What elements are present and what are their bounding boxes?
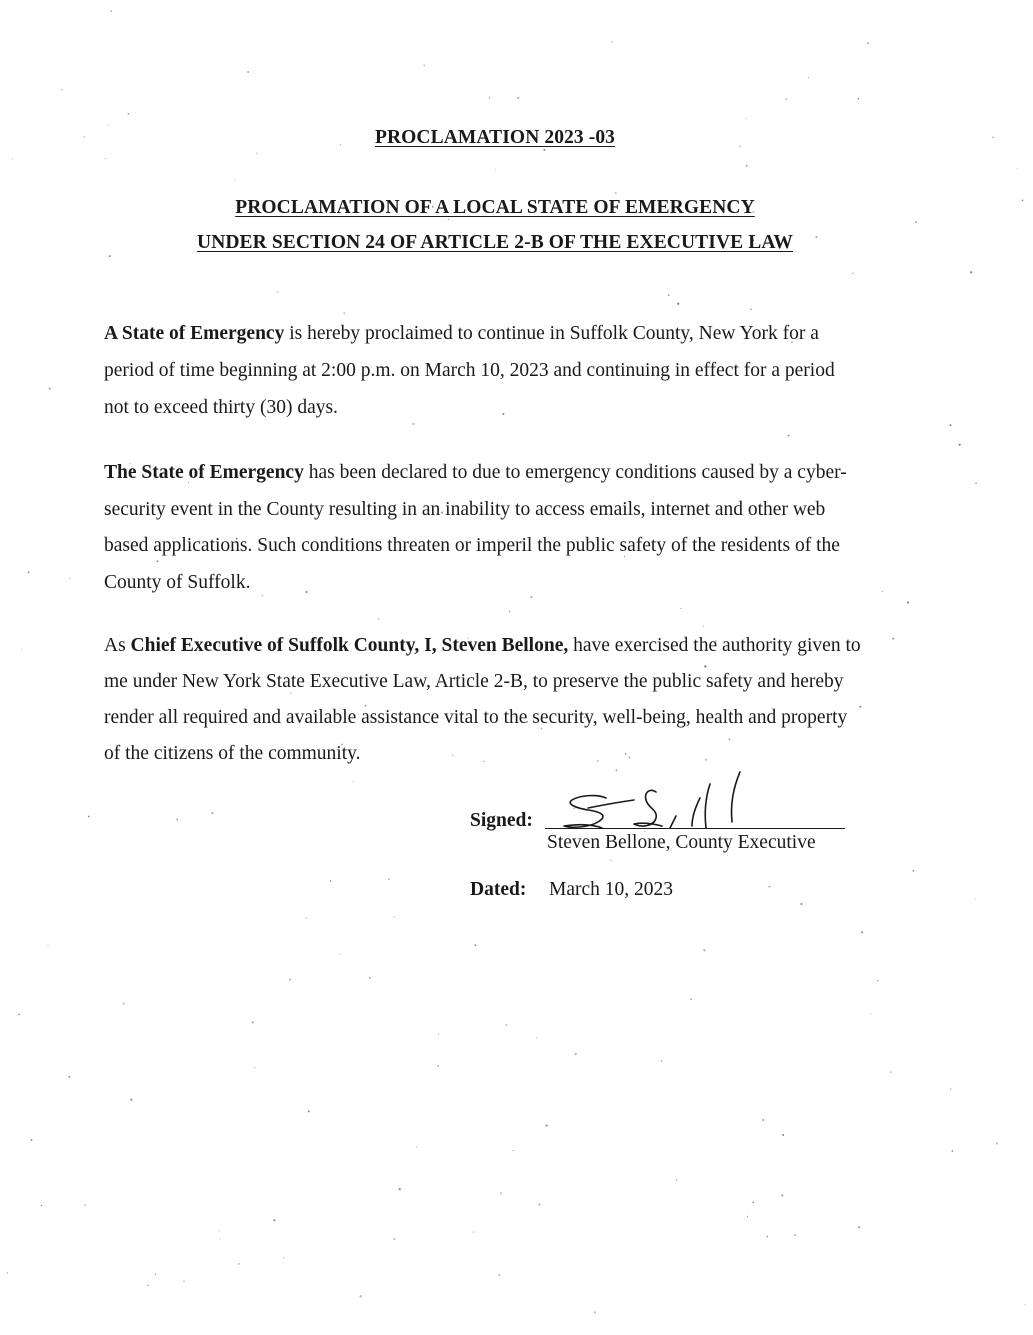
dated-label: Dated:	[470, 879, 527, 900]
speckle-dot	[108, 124, 109, 125]
speckle-dot	[438, 1033, 439, 1034]
speckle-dot	[273, 1219, 275, 1221]
speckle-dot	[49, 387, 51, 389]
speckle-dot	[393, 1238, 395, 1240]
speckle-dot	[858, 98, 860, 100]
signature-block	[470, 770, 870, 920]
speckle-dot	[677, 303, 679, 305]
speckle-dot	[1022, 200, 1024, 202]
speckle-dot	[517, 97, 519, 99]
speckle-dot	[867, 42, 869, 44]
speckle-dot	[575, 1053, 577, 1055]
paragraph-line	[104, 455, 894, 492]
speckle-dot	[950, 1088, 952, 1090]
speckle-dot	[538, 1203, 540, 1205]
speckle-dot	[388, 878, 390, 880]
paragraph-line: County of Suffolk.	[104, 571, 251, 593]
speckle-dot	[252, 1021, 254, 1023]
speckle-dot	[18, 1013, 20, 1015]
speckle-dot	[394, 916, 395, 917]
speckle-dot	[399, 1188, 401, 1190]
speckle-dot	[752, 1201, 754, 1203]
speckle-dot	[877, 980, 878, 981]
paragraph-line	[104, 628, 894, 664]
proclamation-number: PROCLAMATION 2023 -03	[374, 127, 616, 148]
speckle-dot	[668, 294, 670, 296]
speckle-dot	[21, 648, 22, 649]
speckle-dot	[762, 1119, 764, 1121]
speckle-dot	[782, 1134, 784, 1136]
paragraph-state-of-emergency	[104, 315, 894, 426]
speckle-dot	[88, 816, 90, 818]
speckle-dot	[745, 118, 746, 119]
speckle-dot	[109, 255, 111, 257]
bold-lead: Chief Executive of Suffolk County, I, Steven Bellone,	[130, 635, 569, 656]
line-text: has been declared to due to emergency conditions caused by a cyber-	[303, 462, 847, 483]
speckle-dot	[123, 1003, 125, 1005]
speckle-dot	[852, 273, 853, 274]
speckle-dot	[750, 308, 752, 310]
speckle-dot	[1024, 1304, 1025, 1305]
speckle-dot	[31, 1139, 33, 1141]
bold-lead: A State of Emergency	[104, 323, 285, 344]
speckle-dot	[1016, 168, 1017, 169]
speckle-dot	[690, 998, 692, 1000]
speckle-dot	[661, 1060, 662, 1061]
speckle-dot	[473, 1231, 474, 1232]
speckle-dot	[330, 880, 331, 881]
dated-value: March 10, 2023	[549, 879, 674, 900]
speckle-dot	[912, 870, 914, 872]
speckle-dot	[47, 944, 48, 945]
paragraph-reason	[104, 455, 894, 601]
speckle-dot	[794, 1234, 796, 1236]
speckle-dot	[147, 1285, 148, 1286]
speckle-dot	[448, 219, 449, 220]
speckle-dot	[703, 626, 705, 628]
speckle-dot	[970, 271, 972, 273]
speckle-dot	[594, 1311, 596, 1313]
speckle-dot	[992, 136, 994, 138]
speckle-dot	[12, 158, 13, 159]
line-text: have exercised the authority given to	[568, 635, 861, 656]
paragraph-line: based applications. Such conditions threaten or imperil the public safety of the residents of the	[104, 535, 840, 556]
speckle-dot	[219, 1230, 220, 1231]
speckle-dot	[256, 153, 257, 154]
speckle-dot	[353, 781, 354, 782]
speckle-dot	[746, 165, 748, 167]
speckle-dot	[703, 949, 705, 951]
speckle-dot	[219, 1238, 220, 1239]
speckle-dot	[676, 1179, 678, 1181]
speckle-dot	[996, 1143, 998, 1145]
speckle-dot	[611, 41, 613, 43]
signer-name: Steven Bellone, County Executive	[547, 832, 816, 853]
speckle-dot	[28, 571, 30, 573]
speckle-dot	[808, 77, 809, 78]
speckle-dot	[105, 158, 106, 159]
speckle-dot	[959, 444, 961, 446]
speckle-dot	[68, 1076, 70, 1078]
speckle-dot	[130, 1099, 132, 1101]
speckle-dot	[247, 71, 249, 73]
speckle-dot	[283, 1257, 284, 1258]
paragraph-line: of the citizens of the community.	[104, 743, 361, 764]
speckle-dot	[766, 1236, 768, 1238]
speckle-dot	[437, 1065, 439, 1067]
speckle-dot	[343, 312, 345, 314]
speckle-dot	[289, 979, 291, 981]
paragraph-line	[104, 315, 894, 352]
speckle-dot	[975, 482, 977, 484]
speckle-dot	[416, 1147, 417, 1148]
speckle-dot	[306, 918, 307, 919]
speckle-dot	[61, 89, 62, 90]
speckle-dot	[498, 1274, 500, 1276]
signed-label: Signed:	[470, 810, 533, 831]
speckle-dot	[424, 65, 425, 66]
speckle-dot	[254, 1067, 255, 1068]
speckle-dot	[489, 97, 490, 98]
speckle-dot	[277, 291, 278, 292]
speckle-dot	[339, 953, 340, 954]
speckle-dot	[861, 931, 863, 933]
speckle-dot	[915, 221, 917, 223]
line-text: is hereby proclaimed to continue in Suffolk County, New York for a	[284, 323, 819, 344]
speckle-dot	[110, 10, 112, 12]
speckle-dot	[506, 1024, 508, 1026]
speckle-dot	[235, 179, 236, 180]
handwritten-signature	[558, 770, 758, 836]
speckle-dot	[128, 113, 130, 115]
bold-lead: The State of Emergency	[104, 462, 304, 483]
speckle-dot	[890, 1071, 892, 1073]
speckle-dot	[176, 819, 178, 821]
speckle-dot	[84, 1205, 85, 1206]
speckle-dot	[155, 1274, 156, 1275]
paragraph-line: me under New York State Executive Law, Article 2-B, to preserve the public safety and hereby	[104, 671, 844, 692]
paragraph-line: period of time beginning at 2:00 p.m. on March 10, 2023 and continuing in effect for a period	[104, 360, 835, 381]
speckle-dot	[536, 1037, 537, 1038]
heading-line-2: UNDER SECTION 24 OF ARTICLE 2-B OF THE EXECUTIVE LAW	[197, 232, 793, 253]
speckle-dot	[788, 435, 790, 437]
speckle-dot	[183, 1281, 184, 1282]
speckle-dot	[495, 169, 496, 170]
speckle-dot	[949, 424, 951, 426]
speckle-dot	[785, 99, 787, 101]
paragraph-line: security event in the County resulting in an inability to access emails, internet and other web	[104, 498, 826, 520]
speckle-dot	[546, 1124, 548, 1126]
speckle-dot	[378, 618, 379, 619]
paragraph-line: render all required and available assistance vital to the security, well-being, health and property	[104, 707, 848, 728]
speckle-dot	[543, 149, 545, 151]
speckle-dot	[500, 1192, 502, 1194]
speckle-dot	[308, 1110, 310, 1112]
heading-line-1: PROCLAMATION OF A LOCAL STATE OF EMERGENCY	[235, 197, 755, 218]
speckle-dot	[69, 578, 70, 579]
speckle-dot	[41, 1205, 42, 1206]
speckle-dot	[907, 601, 909, 603]
line-prefix: As	[104, 635, 131, 656]
speckle-dot	[747, 1216, 748, 1217]
speckle-dot	[680, 608, 681, 609]
speckle-dot	[512, 1150, 513, 1151]
speckle-dot	[952, 1150, 954, 1152]
paragraph-authority	[104, 628, 894, 772]
speckle-dot	[615, 192, 617, 194]
speckle-dot	[211, 812, 213, 814]
speckle-dot	[975, 899, 976, 900]
speckle-dot	[858, 1226, 860, 1228]
paragraph-line: not to exceed thirty (30) days.	[104, 397, 338, 418]
speckle-dot	[238, 1263, 240, 1265]
speckle-dot	[509, 611, 510, 612]
speckle-dot	[6, 1272, 8, 1274]
speckle-dot	[870, 1013, 871, 1014]
speckle-dot	[360, 1295, 362, 1297]
speckle-dot	[369, 977, 371, 979]
speckle-dot	[474, 944, 476, 946]
speckle-dot	[781, 1194, 783, 1196]
